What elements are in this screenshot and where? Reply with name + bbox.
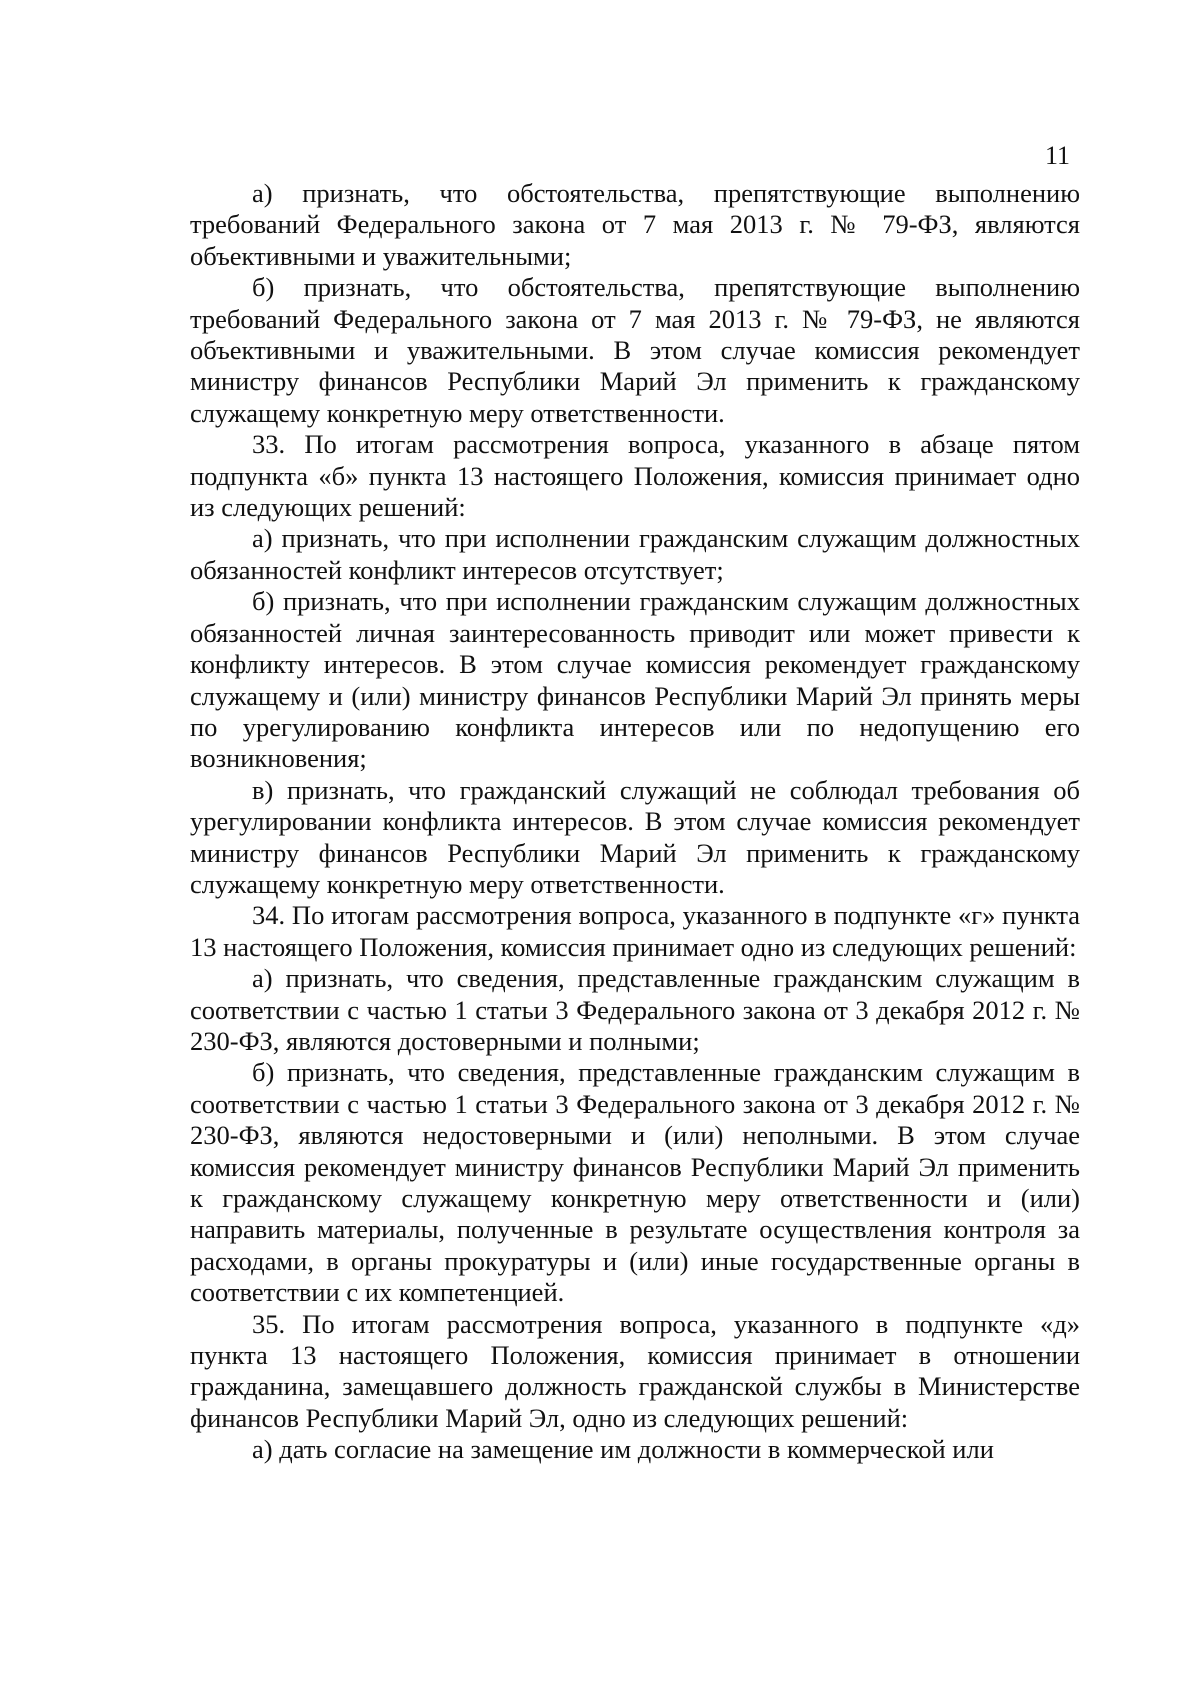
paragraph-35a: а) дать согласие на замещение им должности в коммерческой или	[252, 1434, 994, 1465]
paragraph-34a: а) признать, что сведения, представленные гражданским служащим в соответствии с частью 1 статьи 3 Федерального закона от 3 декабря 2012 г. № 230-ФЗ, являются достоверными и полными;	[190, 963, 1080, 1056]
paragraph-32a: а) признать, что обстоятельства, препятствующие выполнению требований Федерального закона от 7 мая 2013 г. № 79-ФЗ, являются объективными и уважительными;	[190, 178, 1080, 271]
paragraph-34: 34. По итогам рассмотрения вопроса, указанного в подпункте «г» пункта 13 настоящего Положения, комиссия принимает одно из следующих решений:	[190, 900, 1080, 962]
paragraph-34b: б) признать, что сведения, представленные гражданским служащим в соответствии с частью 1 статьи 3 Федерального закона от 3 декабря 2012 г. № 230-ФЗ, являются недостоверными и (или) неполными. В этом случае комиссия рекомендует министру финансов Республики Марий Эл применить к гражданскому служащему конкретную меру ответственности и (или) направить материалы, полученные в результате осуществления контроля за расходами, в органы прокуратуры и (или) иные государственные органы в соответствии с их компетенцией.	[190, 1057, 1080, 1308]
paragraph-33: 33. По итогам рассмотрения вопроса, указанного в абзаце пятом подпункта «б» пункта 13 настоящего Положения, комиссия принимает одно из следующих решений:	[190, 429, 1080, 523]
paragraph-33c: в) признать, что гражданский служащий не соблюдал требования об урегулировании конфликта интересов. В этом случае комиссия рекомендует министру финансов Республики Марий Эл применить к гражданскому служащему конкретную меру ответственности.	[190, 774, 1080, 899]
paragraph-35: 35. По итогам рассмотрения вопроса, указанного в подпункте «д» пункта 13 настоящего Положения, комиссия принимает в отношении гражданина, замещавшего должность гражданской службы в Министерстве финансов Республики Марий Эл, одно из следующих решений:	[190, 1308, 1080, 1433]
paragraph-32b: б) признать, что обстоятельства, препятствующие выполнению требований Федерального закона от 7 мая 2013 г. № 79-ФЗ, не являются объективными и уважительными. В этом случае комиссия рекомендует министру финансов Республики Марий Эл применить к гражданскому служащему конкретную меру ответственности.	[190, 272, 1080, 428]
document-body	[190, 178, 1080, 1466]
page-number: 11	[1044, 141, 1070, 170]
paragraph-33b: б) признать, что при исполнении гражданским служащим должностных обязанностей личная заинтересованность приводит или может привести к конфликту интересов. В этом случае комиссия рекомендует гражданскому служащему и (или) министру финансов Республики Марий Эл принять меры по урегулированию конфликта интересов или по недопущению его возникновения;	[190, 586, 1080, 774]
paragraph-33a: а) признать, что при исполнении гражданским служащим должностных обязанностей конфликт интересов отсутствует;	[190, 523, 1080, 585]
